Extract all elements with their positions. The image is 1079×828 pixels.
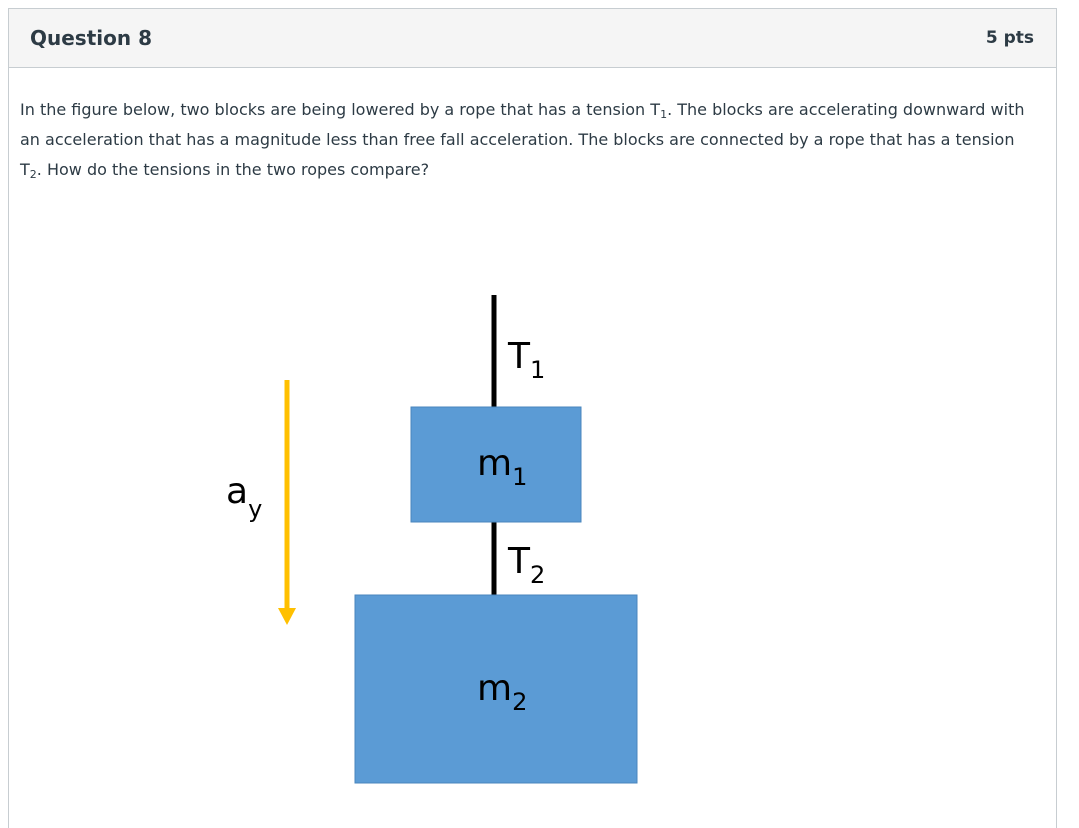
question-title: Question 8 [30, 26, 152, 50]
mass-2-label-main: m [477, 668, 513, 709]
question-text-part-3: . How do the tensions in the two ropes compare? [36, 160, 430, 179]
question-text-part-2: . The blocks are accelerating downward with an acceleration that has a magnitude less than free fall acceleration. The blocks are connected by a rope that has a tension T [20, 100, 1025, 179]
mass-1-label-main: m [477, 443, 513, 484]
acceleration-label-sub: y [248, 495, 263, 523]
down-arrow-icon [278, 608, 296, 625]
acceleration-label-main: a [226, 471, 249, 512]
tension-2-label-sub: 2 [530, 561, 546, 589]
tension-1-label-sub: 1 [530, 356, 546, 384]
question-text-sub-1: 1 [660, 108, 668, 121]
mass-2-label-sub: 2 [512, 688, 528, 716]
acceleration-label [226, 471, 262, 523]
tension-2-label-main: T [508, 541, 530, 582]
question-text-sub-2: 2 [29, 168, 37, 181]
question-text-part-1: In the figure below, two blocks are being lowered by a rope that has a tension T [20, 100, 661, 119]
tension-2-label [507, 541, 545, 589]
tension-1-label-main: T [508, 336, 530, 377]
mass-1-label-sub: 1 [512, 463, 528, 491]
tension-1-label [507, 336, 545, 384]
question-points: 5 pts [985, 28, 1034, 48]
